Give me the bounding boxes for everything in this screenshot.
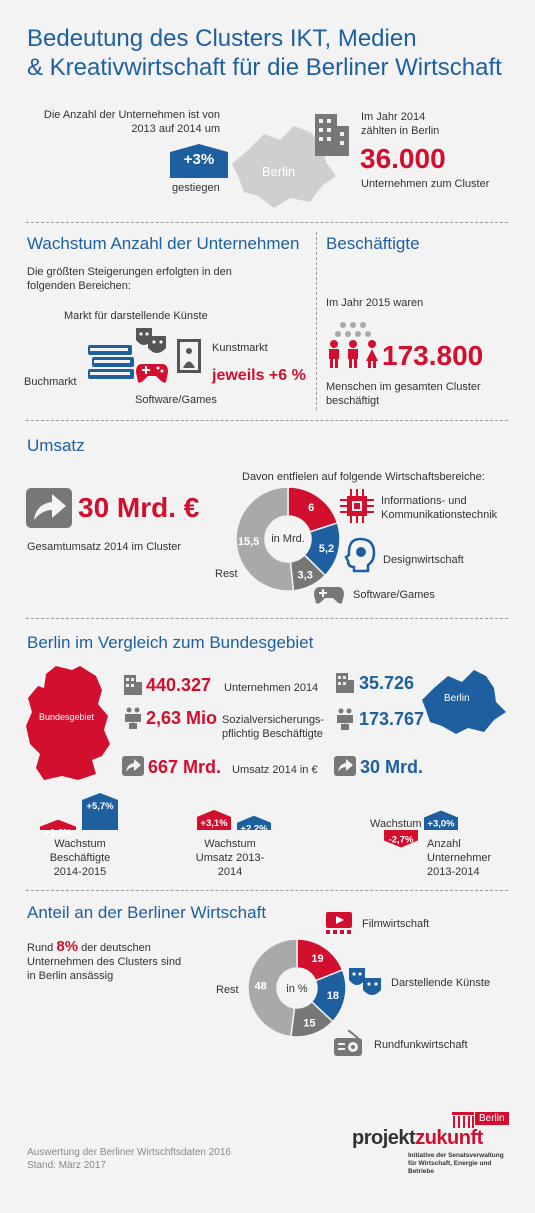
divider: [26, 420, 508, 421]
donut-slice-label: 3,3: [297, 569, 313, 582]
donut-slice-label: 48: [254, 980, 267, 993]
donut-center-label: in %: [286, 983, 308, 995]
de-companies-value: 440.327: [146, 675, 212, 695]
growth-bar-label: -2,7%: [388, 834, 414, 846]
be-companies-value: 35.726: [359, 673, 415, 693]
film-icon: [326, 912, 352, 936]
people-group-icon: [326, 320, 380, 368]
growth-bar-label: +5,7%: [86, 800, 114, 812]
chip-icon: [340, 489, 374, 523]
revenue-label-software: Software/Games: [353, 589, 435, 601]
revenue-breakdown-intro: Davon entfielen auf folgende Wirtschaftsbereiche:: [242, 471, 485, 483]
growth-bar-label: +1,6%: [44, 827, 72, 839]
growth-each-value: jeweils +6 %: [212, 367, 306, 384]
revenue-caption: Gesamtumsatz 2014 im Cluster: [27, 541, 182, 553]
label-art-market: Kunstmarkt: [212, 342, 268, 354]
radio-icon: [334, 1030, 362, 1056]
source-line-1: Auswertung der Berliner Wirtschftsdaten 2016: [27, 1147, 231, 1158]
employment-value: 173.800: [382, 340, 484, 371]
employees-row-label: Sozialversicherungs-pflichtig Beschäftigte: [222, 714, 325, 740]
companies-row-label: Unternehmen 2014: [224, 682, 319, 694]
trend-arrow-icon: [26, 488, 72, 528]
divider: [26, 222, 508, 223]
building-icon: [313, 110, 351, 156]
revenue-label-design: Designwirtschaft: [383, 554, 464, 566]
revenue-row-label: Umsatz 2014 in €: [232, 764, 318, 776]
growth-intro: Die größten Steigerungen erfolgten in den folgenden Bereichen:: [27, 266, 232, 292]
vertical-divider: [316, 232, 317, 410]
de-employees-value: 2,63 Mio: [146, 708, 218, 728]
logo-subtitle: Initiative der Senatsverwaltung für Wirtschaft, Energie und Betriebe: [408, 1152, 504, 1175]
employment-intro: Im Jahr 2015 waren: [326, 297, 424, 309]
brandenburg-gate-icon: [452, 1112, 474, 1128]
gamepad-icon: [136, 362, 168, 384]
intro-left-text: Die Anzahl der Unternehmen ist von 2013 auf 2014 um: [43, 109, 220, 135]
growth-word: gestiegen: [172, 182, 220, 194]
logo-part-b: zukunft: [415, 1127, 483, 1149]
logo-part-a: projekt: [352, 1127, 416, 1149]
logo-wordmark: [352, 1127, 483, 1150]
divider: [26, 618, 508, 619]
revenue-donut-chart: [235, 486, 341, 592]
map-label: Berlin: [262, 164, 296, 179]
building-small-icon: [124, 675, 142, 695]
share-label-rest: Rest: [216, 984, 239, 996]
revenue-title: Umsatz: [27, 436, 85, 455]
intro-right-text: Im Jahr 2014 zählten in Berlin: [361, 111, 440, 137]
bar-caption-revenue: Wachstum Umsatz 2013-2014: [195, 838, 265, 878]
de-revenue-value: 667 Mrd.: [148, 757, 222, 777]
donut-slice-label: 15,5: [237, 536, 260, 549]
employment-caption: Menschen im gesamten Cluster beschäftigt: [326, 381, 481, 407]
share-text-post: der deutschen Unternehmen des Clusters sind in Berlin ansässig: [27, 942, 182, 982]
revenue-label-ikt: Informations- und Kommunikationstechnik: [381, 495, 498, 521]
donut-slice-label: 19: [311, 952, 324, 965]
share-label-film: Filmwirtschaft: [362, 918, 430, 930]
share-title: Anteil an der Berliner Wirtschaft: [27, 903, 267, 922]
donut-slice-label: 6: [308, 502, 315, 515]
share-text-pre: Rund: [27, 942, 57, 954]
source-line-2: Stand: März 2017: [27, 1160, 106, 1171]
be-revenue-value: 30 Mrd.: [360, 757, 424, 777]
growth-bar-label: +3,1%: [200, 817, 228, 829]
growth-bar-label: +2,2%: [240, 823, 268, 835]
people-small-icon: [336, 708, 354, 730]
label-book-market: Buchmarkt: [24, 376, 77, 388]
share-label-radio: Rundfunkwirtschaft: [374, 1039, 468, 1051]
design-head-icon: [344, 537, 376, 573]
bar-caption-companies: Anzahl Unternehmer 2013-2014: [427, 838, 492, 878]
page-title-line-2: & Kreativwirtschaft für die Berliner Wirtschaft: [27, 54, 502, 81]
share-label-theater: Darstellende Künste: [391, 977, 491, 989]
share-pct: 8%: [56, 938, 79, 955]
employment-title: Beschäftigte: [326, 234, 420, 253]
berlin-blue-label: Berlin: [444, 693, 470, 704]
share-text: [27, 940, 192, 983]
donut-slice-label: 18: [326, 989, 339, 1002]
share-donut-chart: [247, 938, 347, 1038]
books-icon: [86, 341, 138, 381]
revenue-label-rest: Rest: [215, 568, 238, 580]
germany-label: Bundesgebiet: [39, 712, 95, 722]
donut-slice-label: 15: [303, 1017, 316, 1030]
label-theater-market: Markt für darstellende Künste: [64, 310, 208, 322]
page-title-line-1: Bedeutung des Clusters IKT, Medien: [27, 25, 417, 52]
trend-small-icon: [334, 756, 356, 776]
building-small-icon: [336, 673, 354, 693]
people-small-icon: [124, 707, 142, 729]
be-employees-value: 173.767: [359, 709, 425, 729]
donut-slice-label: 5,2: [318, 543, 335, 556]
label-software-games: Software/Games: [135, 394, 217, 406]
growth-bar-label: +3,0%: [427, 818, 455, 830]
companies-caption: Unternehmen zum Cluster: [361, 178, 490, 190]
growth-badge: +3%: [183, 151, 215, 168]
divider: [26, 890, 508, 891]
bar-caption-employees: Wachstum Beschäftigte 2014-2015: [49, 838, 111, 878]
donut-center-label: in Mrd.: [271, 533, 305, 545]
art-frame-icon: [176, 338, 202, 374]
trend-small-icon: [122, 756, 144, 776]
growth-title: Wachstum Anzahl der Unternehmen: [27, 234, 300, 253]
theater-masks-icon: [134, 326, 168, 358]
germany-map-icon: [22, 664, 118, 784]
revenue-value: 30 Mrd. €: [78, 492, 200, 523]
companies-value: 36.000: [360, 143, 446, 174]
bar-caption-top-companies: Wachstum: [370, 818, 422, 830]
gamepad-grey-icon: [314, 585, 344, 605]
logo-berlin-badge: Berlin: [475, 1112, 509, 1125]
masks-blue-icon: [347, 966, 383, 1000]
comparison-title: Berlin im Vergleich zum Bundesgebiet: [27, 633, 314, 652]
